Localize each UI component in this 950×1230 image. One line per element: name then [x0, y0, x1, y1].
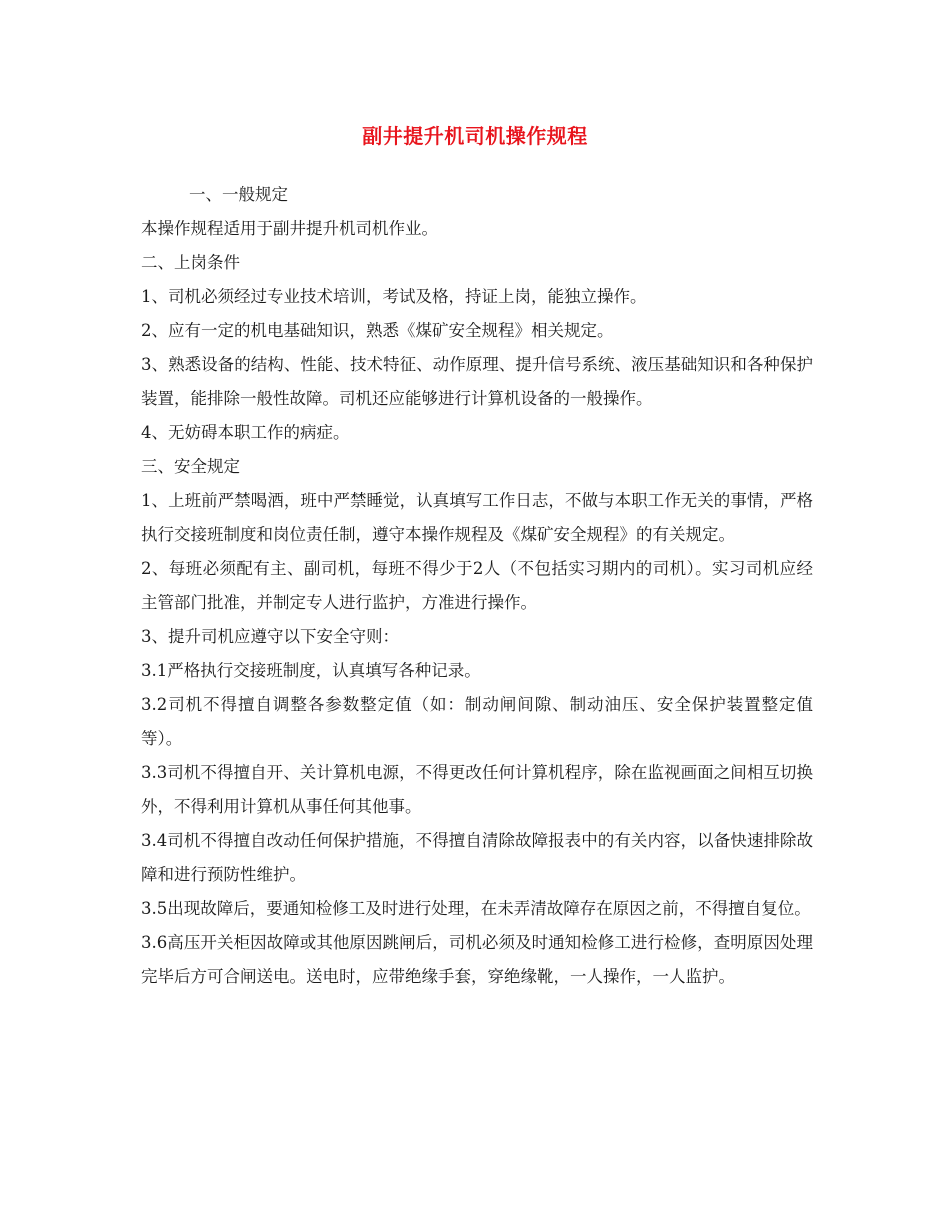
paragraph-rule-3-6: 3.6高压开关柜因故障或其他原因跳闸后，司机必须及时通知检修工进行检修，查明原因处理完毕后方可合闸送电。送电时，应带绝缘手套，穿绝缘靴，一人操作，一人监护。 — [141, 933, 813, 986]
document-body — [141, 178, 813, 994]
paragraph-safety-3: 3、提升司机应遵守以下安全守则： — [141, 627, 399, 646]
section-heading-requirements: 二、上岗条件 — [141, 253, 240, 272]
document-title: 副井提升机司机操作规程 — [362, 124, 588, 148]
paragraph-safety-1: 1、上班前严禁喝酒，班中严禁睡觉，认真填写工作日志，不做与本职工作无关的事情，严格执行交接班制度和岗位责任制，遵守本操作规程及《煤矿安全规程》的有关规定。 — [141, 491, 813, 544]
section-heading-general: 一、一般规定 — [189, 185, 288, 204]
paragraph-requirement-4: 4、无妨碍本职工作的病症。 — [141, 423, 350, 442]
paragraph-scope: 本操作规程适用于副井提升机司机作业。 — [141, 219, 438, 238]
section-heading-safety: 三、安全规定 — [141, 457, 240, 476]
paragraph-rule-3-5: 3.5出现故障后，要通知检修工及时进行处理，在未弄清故障存在原因之前，不得擅自复位。 — [141, 899, 811, 918]
paragraph-rule-3-4: 3.4司机不得擅自改动任何保护措施，不得擅自清除故障报表中的有关内容，以备快速排除故障和进行预防性维护。 — [141, 831, 813, 884]
paragraph-rule-3-2: 3.2司机不得擅自调整各参数整定值（如：制动闸间隙、制动油压、安全保护装置整定值等）。 — [141, 695, 813, 748]
paragraph-requirement-1: 1、司机必须经过专业技术培训，考试及格，持证上岗，能独立操作。 — [141, 287, 647, 306]
paragraph-rule-3-3: 3.3司机不得擅自开、关计算机电源，不得更改任何计算机程序，除在监视画面之间相互切换外，不得利用计算机从事任何其他事。 — [141, 763, 813, 816]
paragraph-safety-2: 2、每班必须配有主、副司机，每班不得少于2人（不包括实习期内的司机）。实习司机应经主管部门批准，并制定专人进行监护，方准进行操作。 — [141, 559, 813, 612]
paragraph-requirement-2: 2、应有一定的机电基础知识，熟悉《煤矿安全规程》相关规定。 — [141, 321, 614, 340]
paragraph-rule-3-1: 3.1严格执行交接班制度，认真填写各种记录。 — [141, 661, 481, 680]
paragraph-requirement-3: 3、熟悉设备的结构、性能、技术特征、动作原理、提升信号系统、液压基础知识和各种保护装置，能排除一般性故障。司机还应能够进行计算机设备的一般操作。 — [141, 355, 813, 408]
